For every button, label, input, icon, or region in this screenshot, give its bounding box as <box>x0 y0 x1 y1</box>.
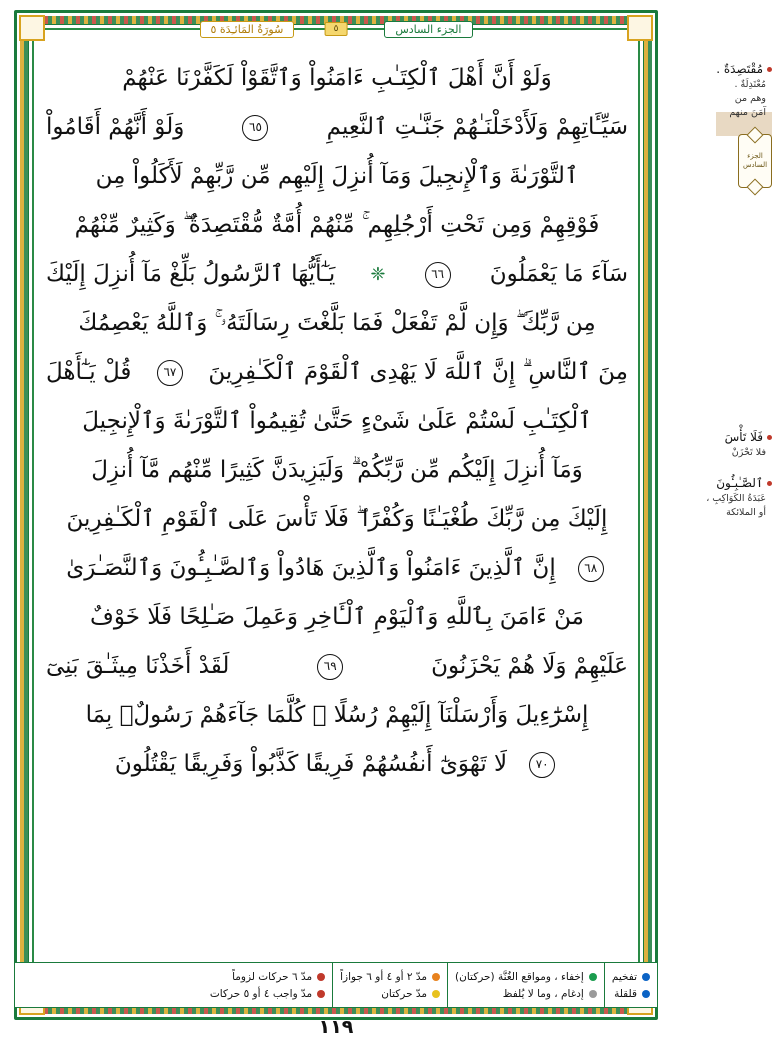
page-number: ١١٩ <box>318 1016 354 1038</box>
ayah-number-marker: ٦٦ <box>425 262 451 288</box>
ayah-line <box>44 593 630 642</box>
ayah-line <box>44 691 630 740</box>
legend-item <box>612 988 650 1000</box>
header-center-ornament: ٥ <box>325 22 348 36</box>
legend-column <box>447 963 604 1007</box>
ayah-number-marker: ٦٨ <box>578 556 604 582</box>
ayah-text-tail: يَـٰٓأَيُّهَا ٱلرَّسُولُ بَلِّغْ مَآ أُنزِلَ إِلَيْكَ <box>46 261 336 287</box>
legend-item <box>340 988 440 1000</box>
ayah-line <box>44 495 630 544</box>
legend-color-dot <box>642 973 650 981</box>
legend-label: مدّ حركتان <box>381 987 428 1000</box>
legend-color-dot <box>317 990 325 998</box>
ayah-line <box>44 397 630 446</box>
ayah-line <box>44 103 630 152</box>
ayah-number-marker: ٦٥ <box>242 115 268 141</box>
legend-item <box>455 988 597 1000</box>
ayah-text-tail: قُلْ يَـٰٓأَهْلَ <box>46 359 132 385</box>
juz-ornament-badge: الجزء السادس <box>738 134 772 188</box>
ayah-text: إِلَيْكَ مِن رَّبِّكَ طُغْيَـٰنًا وَكُفْرًا ۖ فَلَا تَأْسَ عَلَى ٱلْقَوْمِ ٱلْكَـٰفِرِينَ <box>66 506 608 532</box>
ayah-text: عَلَيْهِمْ وَلَا هُمْ يَحْزَنُونَ <box>431 653 628 679</box>
ayah-line <box>44 152 630 201</box>
ayah-text: وَمَآ أُنزِلَ إِلَيْكُم مِّن رَّبِّكُمْ ۗ وَلَيَزِيدَنَّ كَثِيرًا مِّنْهُم مَّآ أُنزِلَ <box>91 457 583 483</box>
margin-note <box>664 428 772 460</box>
margin-note <box>664 60 772 120</box>
margin-note-gloss: وهم من <box>734 93 766 104</box>
ayah-line <box>44 201 630 250</box>
margin-note-gloss: أو الملائكة <box>726 507 766 518</box>
ayah-text: مِنَ ٱلنَّاسِ ۗ إِنَّ ٱللَّهَ لَا يَهْدِى ٱلْقَوْمَ ٱلْكَـٰفِرِينَ <box>208 359 628 385</box>
ayah-text: سَيِّـَٔاتِهِمْ وَلَأَدْخَلْنَـٰهُمْ جَنَّـٰتِ ٱلنَّعِيمِ <box>326 114 628 140</box>
ayah-line <box>44 446 630 495</box>
margin-spacer <box>664 198 772 428</box>
quran-text-body <box>40 48 634 958</box>
margin-note-term: ٱلصَّـٰبِـُٔونَ <box>716 476 763 490</box>
margin-notes-panel <box>664 60 772 534</box>
margin-note-gloss: مُعْتَدِلَةٌ . <box>734 79 766 90</box>
ayah-number-marker: ٦٩ <box>317 654 343 680</box>
margin-note <box>664 474 772 520</box>
ayah-number-marker: ٧٠ <box>529 752 555 778</box>
legend-column <box>332 963 447 1007</box>
legend-column <box>203 963 332 1007</box>
legend-item <box>340 971 440 983</box>
ayah-line <box>44 642 630 691</box>
ayah-line <box>44 348 630 397</box>
legend-label: مدّ ٦ حركات لزوماً <box>232 970 313 983</box>
ayah-text: إِنَّ ٱلَّذِينَ ءَامَنُواْ وَٱلَّذِينَ هَادُواْ وَٱلصَّـٰبِـُٔونَ وَٱلنَّصَـٰرَىٰ <box>66 555 556 581</box>
legend-color-dot <box>589 973 597 981</box>
ayah-text: سَآءَ مَا يَعْمَلُونَ <box>489 261 628 287</box>
legend-color-dot <box>589 990 597 998</box>
ayah-line <box>44 299 630 348</box>
ayah-line <box>44 544 630 593</box>
legend-color-dot <box>432 973 440 981</box>
margin-note-gloss: فلا تَحْزَنْ <box>731 447 766 458</box>
ayah-text: إِسْرَٰٓءِيلَ وَأَرْسَلْنَآ إِلَيْهِمْ رُسُلًا ۖ كُلَّمَا جَآءَهُمْ رَسُولٌۢ بِمَا <box>85 702 589 728</box>
legend-label: قلقلة <box>614 987 637 1000</box>
ayah-text: فَوْقِهِمْ وَمِن تَحْتِ أَرْجُلِهِم ۚ مِّنْهُمْ أُمَّةٌ مُّقْتَصِدَةٌ ۖ وَكَثِيرٌ مِّنْهُمْ <box>74 212 600 238</box>
legend-item <box>455 971 597 983</box>
margin-note-gloss: آمَنَ منهم <box>729 107 766 118</box>
margin-note-term: مُقْتَصِدَةٌ . <box>716 62 763 76</box>
ayah-text: لَا تَهْوَىٰٓ أَنفُسُهُمْ فَرِيقًا كَذَّبُواْ وَفَرِيقًا يَقْتُلُونَ <box>114 751 508 777</box>
ornament-flower-icon: ❈ <box>370 264 386 285</box>
legend-label: إدغام ، وما لا يُلفظ <box>502 987 584 1000</box>
legend-column <box>604 963 657 1007</box>
ayah-text: وَلَوْ أَنَّ أَهْلَ ٱلْكِتَـٰبِ ءَامَنُواْ وَٱتَّقَوْاْ لَكَفَّرْنَا عَنْهُمْ <box>122 65 552 91</box>
bullet-icon <box>767 67 772 72</box>
ayah-text: ٱلْكِتَـٰبِ لَسْتُمْ عَلَىٰ شَىْءٍ حَتَّىٰ تُقِيمُواْ ٱلتَّوْرَىٰةَ وَٱلْإِنجِيلَ <box>82 408 592 434</box>
page-header <box>14 14 658 44</box>
ayah-text-tail: لَقَدْ أَخَذْنَا مِيثَـٰقَ بَنِىٓ <box>46 653 230 679</box>
margin-note-head <box>664 428 772 446</box>
margin-note-head <box>664 60 772 78</box>
juz-label: الجزء السادس <box>384 21 472 38</box>
surah-title-label: سُورَةُ المَائـِدَة ٥ <box>200 21 295 38</box>
ayah-line <box>44 250 630 299</box>
legend-label: مدّ واجب ٤ أو ٥ حركات <box>209 987 313 1000</box>
ayah-line <box>44 740 630 789</box>
ayah-text: مِن رَّبِّكَ ۖ وَإِن لَّمْ تَفْعَلْ فَمَا بَلَّغْتَ رِسَالَتَهُۥ ۚ وَٱللَّهُ يَعْصِمُكَ <box>78 310 596 336</box>
margin-note-head <box>664 474 772 492</box>
legend-label: مدّ ٢ أو ٤ أو ٦ جوازاً <box>340 970 428 983</box>
ayah-text: مَنْ ءَامَنَ بِٱللَّهِ وَٱلْيَوْمِ ٱلْـَٔاخِرِ وَعَمِلَ صَـٰلِحًا فَلَا خَوْفٌ <box>90 604 584 630</box>
legend-label: تفخيم <box>611 970 637 983</box>
tajweed-legend <box>14 962 658 1008</box>
legend-item <box>612 971 650 983</box>
bullet-icon <box>767 435 772 440</box>
legend-item <box>210 988 325 1000</box>
ayah-text-tail: وَلَوْ أَنَّهُمْ أَقَامُواْ <box>46 114 185 140</box>
ayah-line <box>44 54 630 103</box>
legend-color-dot <box>317 973 325 981</box>
legend-color-dot <box>642 990 650 998</box>
margin-note-term: فَلَا تَأْسَ <box>724 430 763 444</box>
legend-label: إخفاء ، ومواقع الغُنَّة (حركتان) <box>455 970 584 983</box>
legend-item <box>210 971 325 983</box>
legend-color-dot <box>432 990 440 998</box>
ayah-number-marker: ٦٧ <box>157 360 183 386</box>
bullet-icon <box>767 481 772 486</box>
ayah-text: ٱلتَّوْرَىٰةَ وَٱلْإِنجِيلَ وَمَآ أُنزِلَ إِلَيْهِم مِّن رَّبِّهِمْ لَأَكَلُواْ مِن <box>95 163 579 189</box>
margin-note-gloss: عَبَدَةُ الكَوَاكِبِ ، <box>706 493 766 504</box>
